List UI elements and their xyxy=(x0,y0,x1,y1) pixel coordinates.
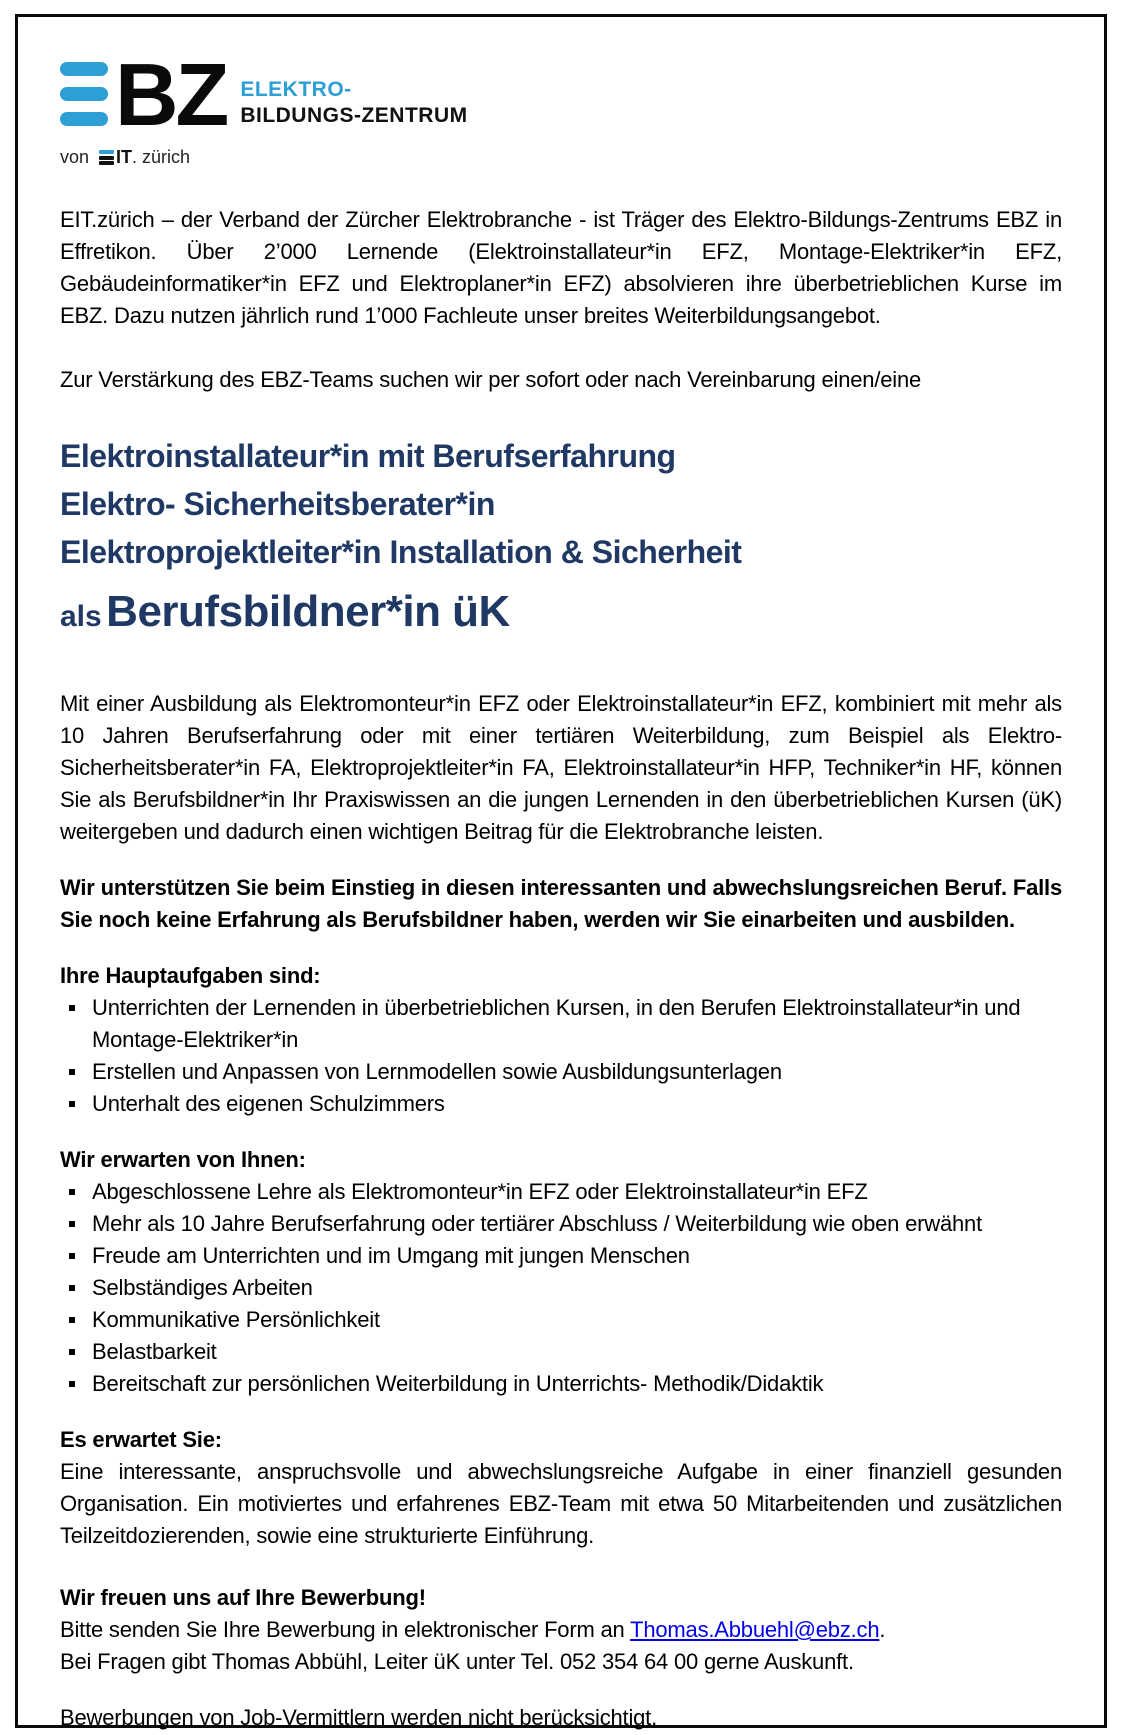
job-role-line xyxy=(60,584,1062,650)
expectation-item: Selbständiges Arbeiten xyxy=(60,1272,1062,1304)
task-item: Unterhalt des eigenen Schulzimmers xyxy=(60,1088,1062,1120)
application-line-1 xyxy=(60,1614,1062,1646)
ebz-logo-e-bars-icon xyxy=(60,62,108,126)
application-heading: Wir freuen uns auf Ihre Bewerbung! xyxy=(60,1585,426,1610)
expectation-item: Mehr als 10 Jahre Berufserfahrung oder tertiärer Abschluss / Weiterbildung wie oben erwähnt xyxy=(60,1208,1062,1240)
ebz-logo-wordmark: BZ xyxy=(115,45,227,144)
job-role-title: Berufsbildner*in üK xyxy=(106,587,510,636)
expectation-item: Abgeschlossene Lehre als Elektromonteur*in EFZ oder Elektroinstallateur*in EFZ xyxy=(60,1176,1062,1208)
eit-bar-icon xyxy=(99,161,114,165)
expectation-item: Bereitschaft zur persönlichen Weiterbildung in Unterrichts- Methodik/Didaktik xyxy=(60,1368,1062,1400)
job-role-prefix: als xyxy=(60,600,102,633)
email-link[interactable]: Thomas.Abbuehl@ebz.ch xyxy=(630,1617,880,1642)
logo-bar-icon xyxy=(60,87,108,101)
job-title-block xyxy=(60,432,1062,576)
footer-note: Bewerbungen von Job-Vermittlern werden nicht berücksichtigt. xyxy=(60,1705,657,1730)
ebz-logo-mark xyxy=(60,45,227,144)
offer-paragraph: Eine interessante, anspruchsvolle und abwechslungsreiche Aufgabe in einer finanziell gesunden Organisation. Ein motiviertes und erfahrenes EBZ-Team mit etwa 50 Mitarbeitenden und zusätzlichen Teilzeitdozierenden, sowie eine strukturierte Einführung. xyxy=(60,1459,1062,1548)
support-paragraph: Wir unterstützen Sie beim Einstieg in diesen interessanten und abwechslungsreichen Beruf. Falls Sie noch keine Erfahrung als Berufsbildner haben, werden wir Sie einarbeiten und ausbilden. xyxy=(60,875,1062,932)
eit-bar-icon xyxy=(99,156,114,160)
intro-lead-in: Zur Verstärkung des EBZ-Teams suchen wir per sofort oder nach Vereinbarung einen/eine xyxy=(60,367,922,392)
byline-suffix: . zürich xyxy=(132,147,191,167)
offer-heading: Es erwartet Sie: xyxy=(60,1427,222,1452)
tasks-heading: Ihre Hauptaufgaben sind: xyxy=(60,963,321,988)
application-line1-prefix: Bitte senden Sie Ihre Bewerbung in elektronischer Form an xyxy=(60,1617,631,1642)
eit-logo-bars-icon xyxy=(99,150,114,165)
task-item: Erstellen und Anpassen von Lernmodellen sowie Ausbildungsunterlagen xyxy=(60,1056,1062,1088)
job-title-line-2: Elektro- Sicherheitsberater*in xyxy=(60,486,495,522)
expectation-item: Kommunikative Persönlichkeit xyxy=(60,1304,1062,1336)
expectations-heading: Wir erwarten von Ihnen: xyxy=(60,1147,306,1172)
ebz-logo xyxy=(60,45,1062,144)
logo-byline xyxy=(60,147,1062,168)
expectation-item: Belastbarkeit xyxy=(60,1336,1062,1368)
job-ad-page xyxy=(15,14,1107,1728)
tasks-list xyxy=(60,992,1062,1120)
byline-prefix: von xyxy=(60,147,90,167)
task-item: Unterrichten der Lernenden in überbetrieblichen Kursen, in den Berufen Elektroinstallateur*in und Montage-Elektriker*in xyxy=(60,992,1062,1056)
logo-bar-icon xyxy=(60,112,108,126)
job-title-line-1: Elektroinstallateur*in mit Berufserfahrung xyxy=(60,438,676,474)
byline-it: IT xyxy=(116,147,133,167)
intro-paragraph: EIT.zürich – der Verband der Zürcher Elektrobranche - ist Träger des Elektro-Bildungs-Zentrums EBZ in Effretikon. Über 2’000 Lernende (Elektroinstallateur*in EFZ, Montage-Elektriker*in EFZ, Gebäudeinformatiker*in EFZ und Elektroplaner*in EFZ) absolvieren ihre überbetrieblichen Kurse im EBZ. Dazu nutzen jährlich rund 1’000 Fachleute unser breites Weiterbildungsangebot. xyxy=(60,207,1062,328)
expectations-list xyxy=(60,1176,1062,1400)
description-paragraph: Mit einer Ausbildung als Elektromonteur*in EFZ oder Elektroinstallateur*in EFZ, kombiniert mit mehr als 10 Jahren Berufserfahrung oder mit einer tertiären Weiterbildung, zum Beispiel als Elektro- Sicherheitsberater*in FA, Elektroprojektleiter*in FA, Elektroinstallateur*in HFP, Techniker*in HF, können Sie als Berufsbildner*in Ihr Praxiswissen an die jungen Lernenden in den überbetrieblichen Kursen (üK) weitergeben und dadurch einen wichtigen Beitrag für die Elektrobranche leisten. xyxy=(60,691,1062,844)
eit-bar-icon xyxy=(99,150,114,154)
expectation-item: Freude am Unterrichten und im Umgang mit jungen Menschen xyxy=(60,1240,1062,1272)
tagline-line1: ELEKTRO- xyxy=(240,78,352,101)
logo-bar-icon xyxy=(60,62,108,76)
application-line1-suffix: . xyxy=(879,1617,886,1642)
tagline-line2: BILDUNGS-ZENTRUM xyxy=(240,104,468,127)
logo-tagline xyxy=(240,57,467,129)
application-line-2: Bei Fragen gibt Thomas Abbühl, Leiter üK unter Tel. 052 354 64 00 gerne Auskunft. xyxy=(60,1649,854,1674)
job-title-line-3: Elektroprojektleiter*in Installation & Sicherheit xyxy=(60,534,742,570)
